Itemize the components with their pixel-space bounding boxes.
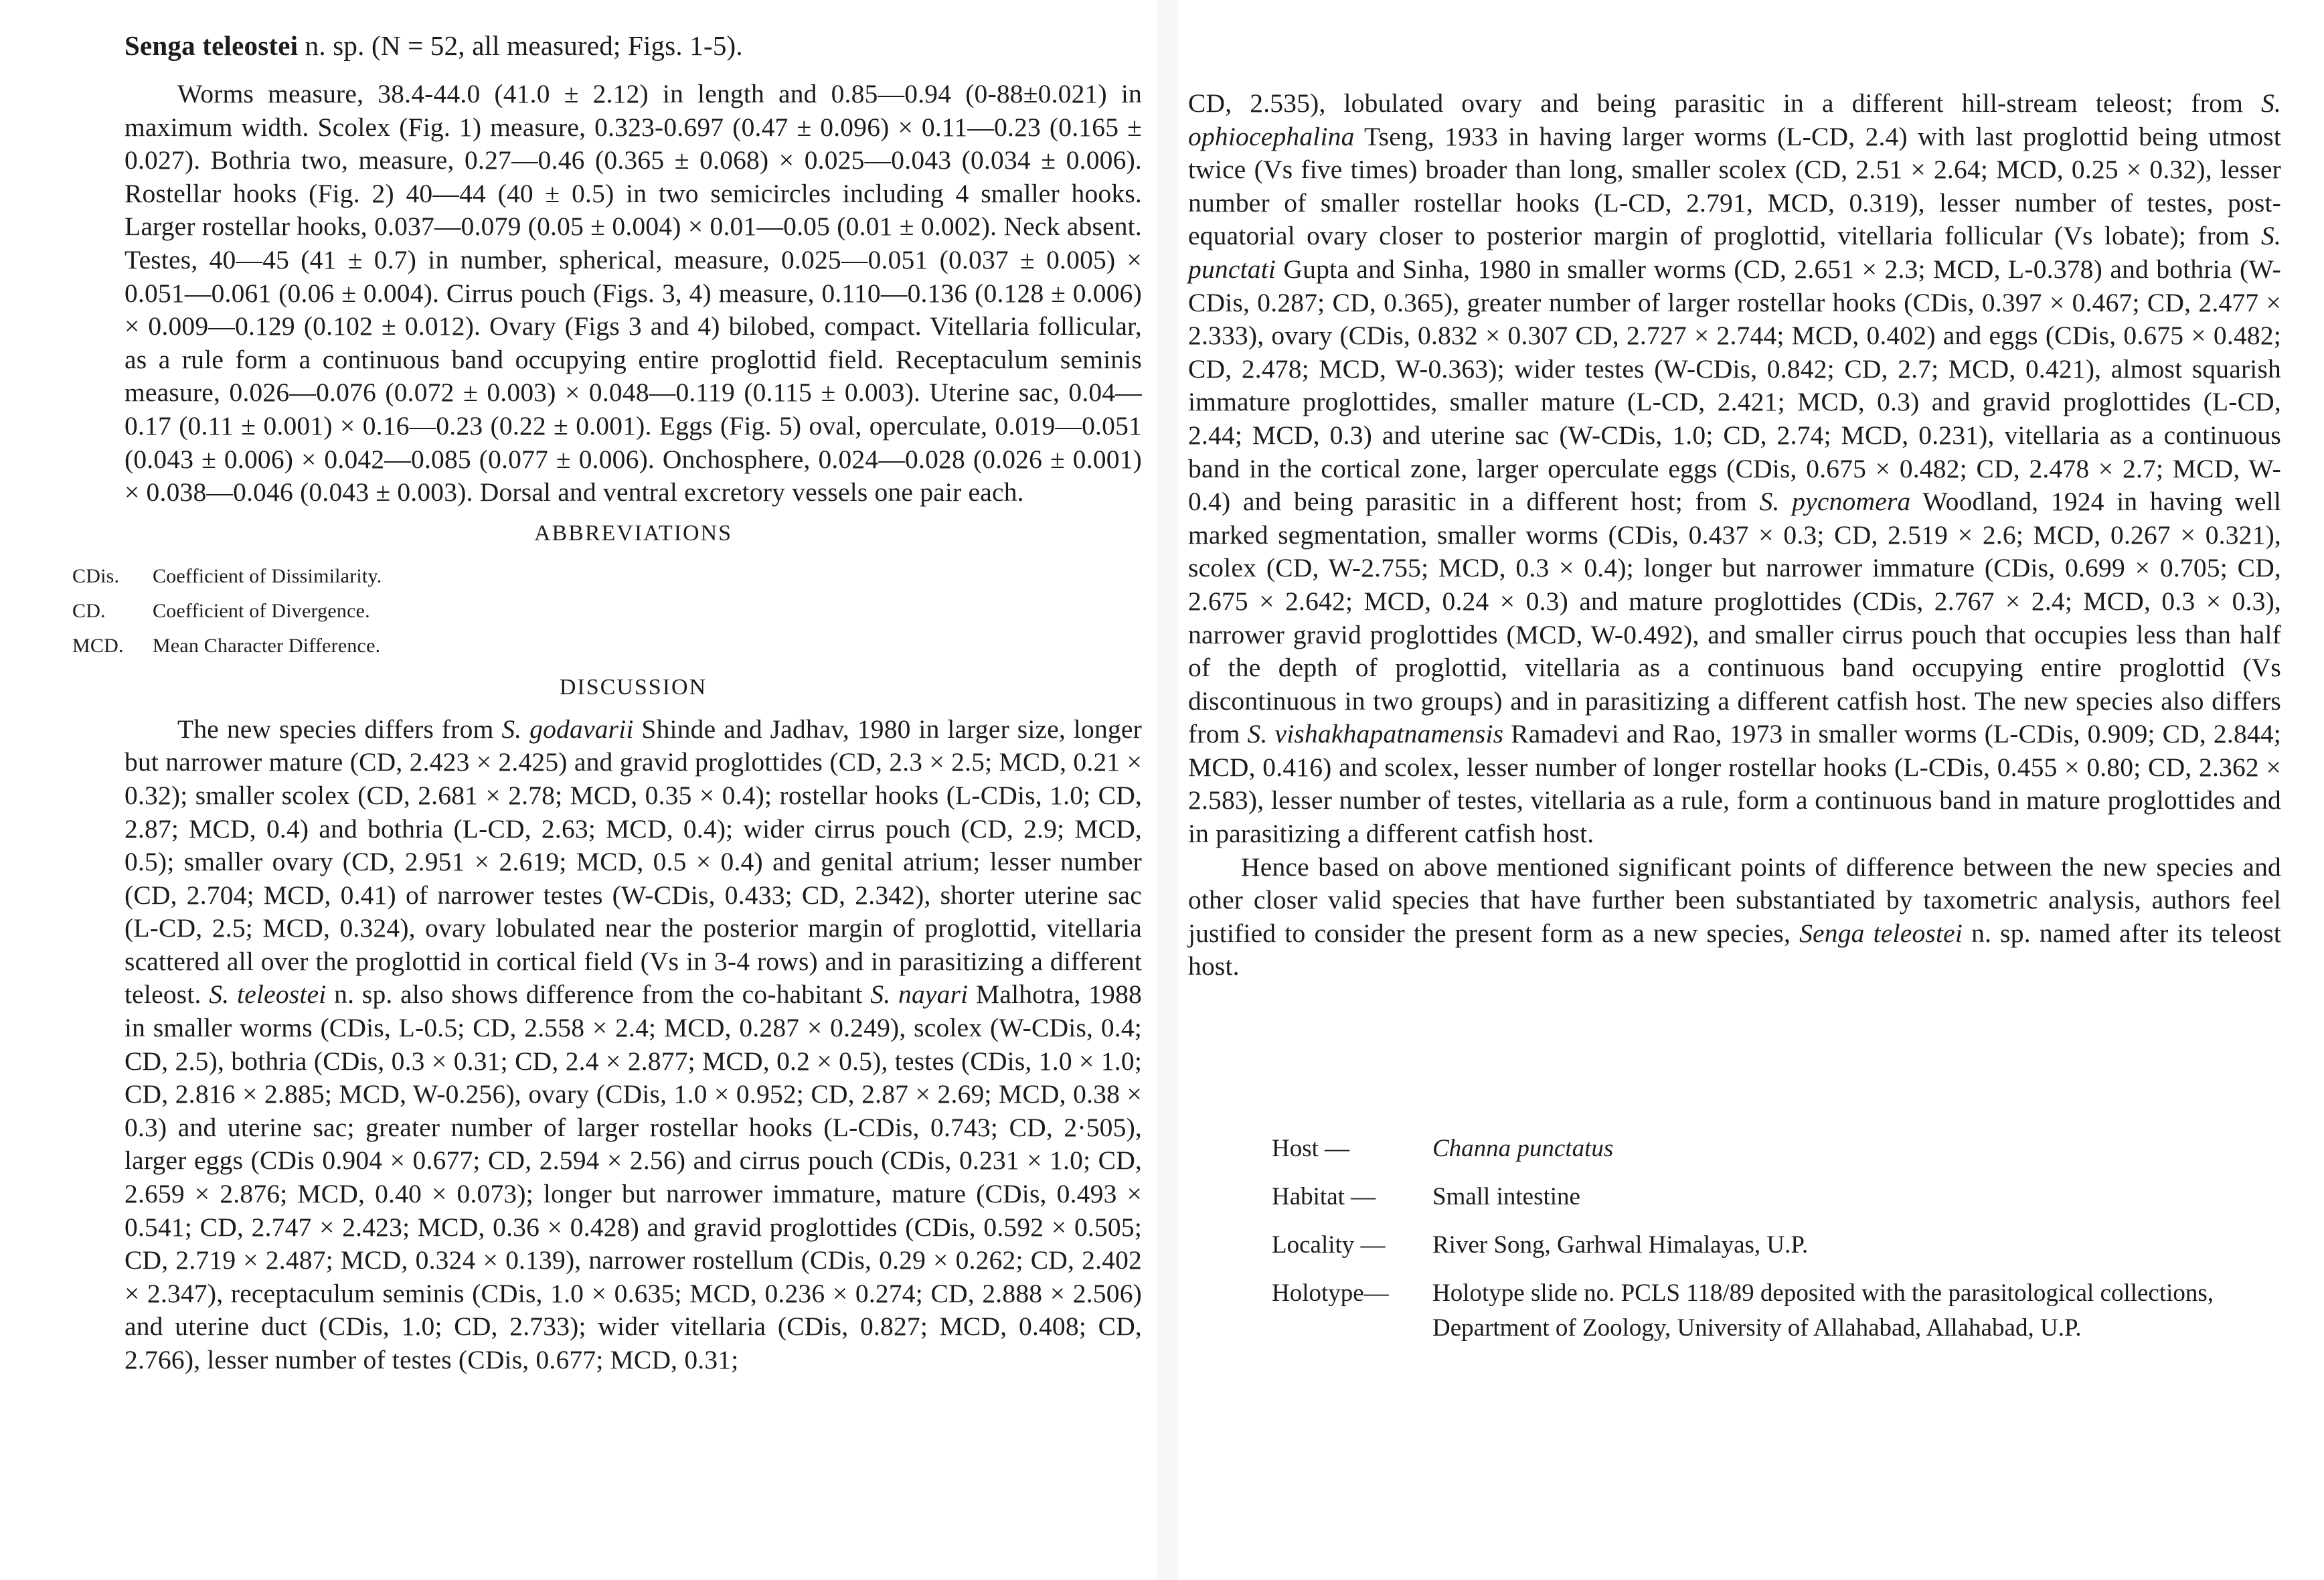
metadata-value: Small intestine bbox=[1432, 1183, 1580, 1210]
species-name: Senga teleostei bbox=[1799, 918, 1963, 948]
conclusion-text: n. sp. named after its teleost host. bbox=[1188, 918, 2281, 981]
species-name: S. godavarii bbox=[501, 714, 634, 744]
metadata-label-text: Holotype bbox=[1272, 1279, 1364, 1307]
metadata-dash: — bbox=[1344, 1183, 1376, 1210]
metadata-value: Channa punctatus bbox=[1432, 1135, 1614, 1162]
abbreviation-term: CD. bbox=[72, 599, 106, 622]
abbreviation-meaning: Mean Character Difference. bbox=[153, 634, 381, 657]
discussion-text: CD, 2.535), lobulated ovary and being parasitic in a different hill-stream teleost; from bbox=[1188, 88, 2261, 118]
metadata-dash: — bbox=[1318, 1135, 1350, 1162]
metadata-value: River Song, Garhwal Himalayas, U.P. bbox=[1432, 1231, 1809, 1259]
metadata-label-text: Habitat bbox=[1272, 1183, 1345, 1210]
species-name: S. punctati bbox=[1188, 221, 2281, 284]
metadata-row-locality bbox=[1272, 1228, 2282, 1263]
discussion-text: Malhotra, 1988 in smaller worms (CDis, L-0.5; CD, 2.558 × 2.4; MCD, 0.287 × 0.249), scolex (W-CDis, 0.4; CD, 2.5), bothria (CDis, 0.3 × 0.31; CD, 2.4 × 2.877; MCD, 0.2 × 0.5), testes (CDis, 1.0 × 1.0; CD, 2.816 × 2.885; MCD, W-0.256), ovary (CDis, 1.0 × 0.952; CD, 2.87 × 2.69; MCD, 0.38 × 0.3) and uterine sac; greater number of larger rostellar hooks (L-CDis, 0.743; CD, 2·505), larger eggs (CDis 0.904 × 0.677; CD, 2.594 × 2.56) and cirrus pouch (CDis, 0.231 × 1.0; CD, 2.659 × 2.876; MCD, 0.40 × 0.073); longer but narrower immature, mature (CDis, 0.493 × 0.541; CD, 2.747 × 2.423; MCD, 0.36 × 0.428) and gravid proglottides (CDis, 0.592 × 0.505; CD, 2.719 × 2.487; MCD, 0.324 × 0.139), narrower rostellum (CDis, 0.29 × 0.262; CD, 2.402 × 2.347), receptaculum seminis (CDis, 1.0 × 0.635; MCD, 0.236 × 0.274; CD, 2.888 × 2.506) and uterine duct (CDis, 1.0; CD, 2.733); wider vitellaria (CDis, 0.827; MCD, 0.408; CD, 2.766), lesser number of testes (CDis, 0.677; MCD, 0.31; bbox=[124, 979, 1142, 1374]
metadata-label-text: Host bbox=[1272, 1135, 1319, 1162]
abbreviation-meaning: Coefficient of Dissimilarity. bbox=[153, 564, 382, 587]
metadata-row-habitat bbox=[1272, 1180, 2282, 1214]
metadata-dash: — bbox=[1363, 1279, 1389, 1307]
metadata-row-holotype bbox=[1272, 1276, 2282, 1346]
metadata-row-host bbox=[1272, 1131, 2282, 1166]
species-name: S. pycnomera bbox=[1759, 487, 1911, 517]
species-name: S. nayari bbox=[870, 979, 969, 1010]
abbreviations-list bbox=[72, 559, 1142, 663]
metadata-label bbox=[1272, 1180, 1432, 1214]
specimen-metadata bbox=[1272, 1131, 2282, 1359]
species-name: S. ophiocephalina bbox=[1188, 88, 2281, 151]
species-name: S. vishakhapatnamensis bbox=[1247, 719, 1504, 749]
discussion-text: Gupta and Sinha, 1980 in smaller worms (CD, 2.651 × 2.3; MCD, L-0.378) and bothria (W-CDis, 0.287; CD, 0.365), greater number of larger rostellar hooks (CDis, 0.397 × 0.467; CD, 2.477 × 2.333), ovary (CDis, 0.832 × 0.307 CD, 2.727 × 2.744; MCD, 0.402) and eggs (CDis, 0.675 × 0.482; CD, 2.478; MCD, W-0.363); wider testes (W-CDis, 0.842; CD, 2.7; MCD, 0.421), almost squarish immature proglottides, smaller mature (L-CD, 2.421; MCD, 0.3) and gravid proglottides (L-CD, 2.44; MCD, 0.3) and uterine sac (W-CDis, 1.0; CD, 2.74; MCD, 0.231), vitellaria as a continuous band in the cortical zone, larger operculate eggs (CDis, 0.675 × 0.482; CD, 2.478 × 2.7; MCD, W-0.4) and being parasitic in a different host; from bbox=[1188, 254, 2281, 517]
species-name: S. teleostei bbox=[209, 979, 327, 1010]
metadata-label bbox=[1272, 1131, 1432, 1166]
abbreviation-term: CDis. bbox=[72, 564, 120, 587]
discussion-paragraph bbox=[124, 713, 1142, 1377]
discussion-text: The new species differs from bbox=[177, 714, 502, 744]
conclusion-text: Hence based on above mentioned significant points of difference between the new species and other closer valid species that have further been substantiated by taxometric analysis, authors feel justified to consider the present form as a new species, bbox=[1188, 852, 2281, 948]
metadata-value: Holotype slide no. PCLS 118/89 deposited with the parasitological collections, Department of Zoology, University of Allahabad, Allahabad, U.P. bbox=[1432, 1279, 2214, 1342]
discussion-text: n. sp. also shows difference from the co-habitant bbox=[326, 979, 871, 1010]
abbreviations-heading: ABBREVIATIONS bbox=[533, 520, 733, 546]
right-column bbox=[1188, 87, 2281, 983]
species-title-rest: n. sp. (N = 52, all measured; Figs. 1-5). bbox=[298, 30, 743, 61]
discussion-continued bbox=[1188, 87, 2281, 851]
discussion-text: Ramadevi and Rao, 1973 in smaller worms (L-CDis, 0.909; CD, 2.844; MCD, 0.416) and scolex, lesser number of longer rostellar hooks (L-CDis, 0.455 × 0.80; CD, 2.362 × 2.583), lesser number of testes, vitellaria as a rule, form a continuous band in mature proglottides and in parasitizing a different catfish host. bbox=[1188, 719, 2281, 849]
species-heading bbox=[124, 27, 1142, 64]
abbreviation-row bbox=[72, 559, 1142, 594]
abbreviation-meaning: Coefficient of Divergence. bbox=[153, 599, 370, 622]
species-description: Worms measure, 38.4-44.0 (41.0 ± 2.12) in length and 0.85—0.94 (0-88±0.021) in maximum width. Scolex (Fig. 1) measure, 0.323-0.697 (0.47 ± 0.096) × 0.11—0.23 (0.165 ± 0.027). Bothria two, measure, 0.27—0.46 (0.365 ± 0.068) × 0.025—0.043 (0.034 ± 0.006). Rostellar hooks (Fig. 2) 40—44 (40 ± 0.5) in two semicircles including 4 smaller hooks. Larger rostellar hooks, 0.037—0.079 (0.05 ± 0.004) × 0.01—0.05 (0.01 ± 0.002). Neck absent. Testes, 40—45 (41 ± 0.7) in number, spherical, measure, 0.025—0.051 (0.037 ± 0.005) × 0.051—0.061 (0.06 ± 0.004). Cirrus pouch (Figs. 3, 4) measure, 0.110—0.136 (0.128 ± 0.006) × 0.009—0.129 (0.102 ± 0.012). Ovary (Figs 3 and 4) bilobed, compact. Vitellaria follicular, as a rule form a continuous band occupying entire proglottid field. Receptaculum seminis measure, 0.026—0.076 (0.072 ± 0.003) × 0.048—0.119 (0.115 ± 0.003). Uterine sac, 0.04—0.17 (0.11 ± 0.001) × 0.16—0.23 (0.22 ± 0.001). Eggs (Fig. 5) oval, operculate, 0.019—0.051 (0.043 ± 0.006) × 0.042—0.085 (0.077 ± 0.006). Onchosphere, 0.024—0.028 (0.026 ± 0.001) × 0.038—0.046 (0.043 ± 0.003). Dorsal and ventral excretory vessels one pair each. bbox=[124, 79, 1142, 507]
metadata-dash: — bbox=[1354, 1231, 1386, 1259]
metadata-label bbox=[1272, 1228, 1432, 1263]
discussion-heading: DISCUSSION bbox=[559, 674, 708, 700]
page-gap bbox=[1157, 0, 1178, 1580]
species-title: Senga teleostei bbox=[124, 30, 299, 61]
abbreviation-term: MCD. bbox=[72, 634, 124, 657]
left-column bbox=[72, 27, 1142, 1377]
abbreviation-row bbox=[72, 629, 1142, 663]
metadata-label-text: Locality bbox=[1272, 1231, 1355, 1259]
discussion-text: Shinde and Jadhav, 1980 in larger size, longer but narrower mature (CD, 2.423 × 2.425) and gravid proglottides (CD, 2.3 × 2.5; MCD, 0.21 × 0.32); smaller scolex (CD, 2.681 × 2.78; MCD, 0.35 × 0.4); rostellar hooks (L-CDis, 1.0; CD, 2.87; MCD, 0.4) and bothria (L-CD, 2.63; MCD, 0.4); wider cirrus pouch (CD, 2.9; MCD, 0.5); smaller ovary (CD, 2.951 × 2.619; MCD, 0.5 × 0.4) and genital atrium; lesser number (CD, 2.704; MCD, 0.41) of narrower testes (W-CDis, 0.433; CD, 2.342), shorter uterine sac (L-CD, 2.5; MCD, 0.324), ovary lobulated near the posterior margin of proglottid, vitellaria scattered all over the proglottid in cortical field (Vs in 3-4 rows) and in parasitizing a different teleost. bbox=[124, 714, 1142, 1010]
discussion-text: Tseng, 1933 in having larger worms (L-CD, 2.4) with last proglottid being utmost twice (Vs five times) broader than long, smaller scolex (CD, 2.51 × 2.64; MCD, 0.25 × 0.32), lesser number of smaller rostellar hooks (L-CD, 2.791, MCD, 0.319), lesser number of testes, post-equatorial ovary closer to posterior margin of proglottid, vitellaria follicular (Vs lobate); from bbox=[1188, 121, 2281, 251]
metadata-label bbox=[1272, 1276, 1432, 1346]
discussion-text: Woodland, 1924 in having well marked segmentation, smaller worms (CDis, 0.437 × 0.3; CD, 2.519 × 2.6; MCD, 0.267 × 0.321), scolex (CD, W-2.755; MCD, 0.3 × 0.4); longer but narrower immature (CDis, 0.699 × 0.705; CD, 2.675 × 2.642; MCD, 0.24 × 0.3) and mature proglottides (CDis, 2.767 × 2.4; MCD, 0.3 × 0.3), narrower gravid proglottides (MCD, W-0.492), and smaller cirrus pouch that occupies less than half of the depth of proglottid, vitellaria as a continuous band occupying entire proglottid (Vs discontinuous in two groups) and in parasitizing a different catfish host. The new species also differs from bbox=[1188, 487, 2281, 749]
abbreviation-row bbox=[72, 594, 1142, 629]
conclusion-paragraph bbox=[1188, 851, 2281, 983]
